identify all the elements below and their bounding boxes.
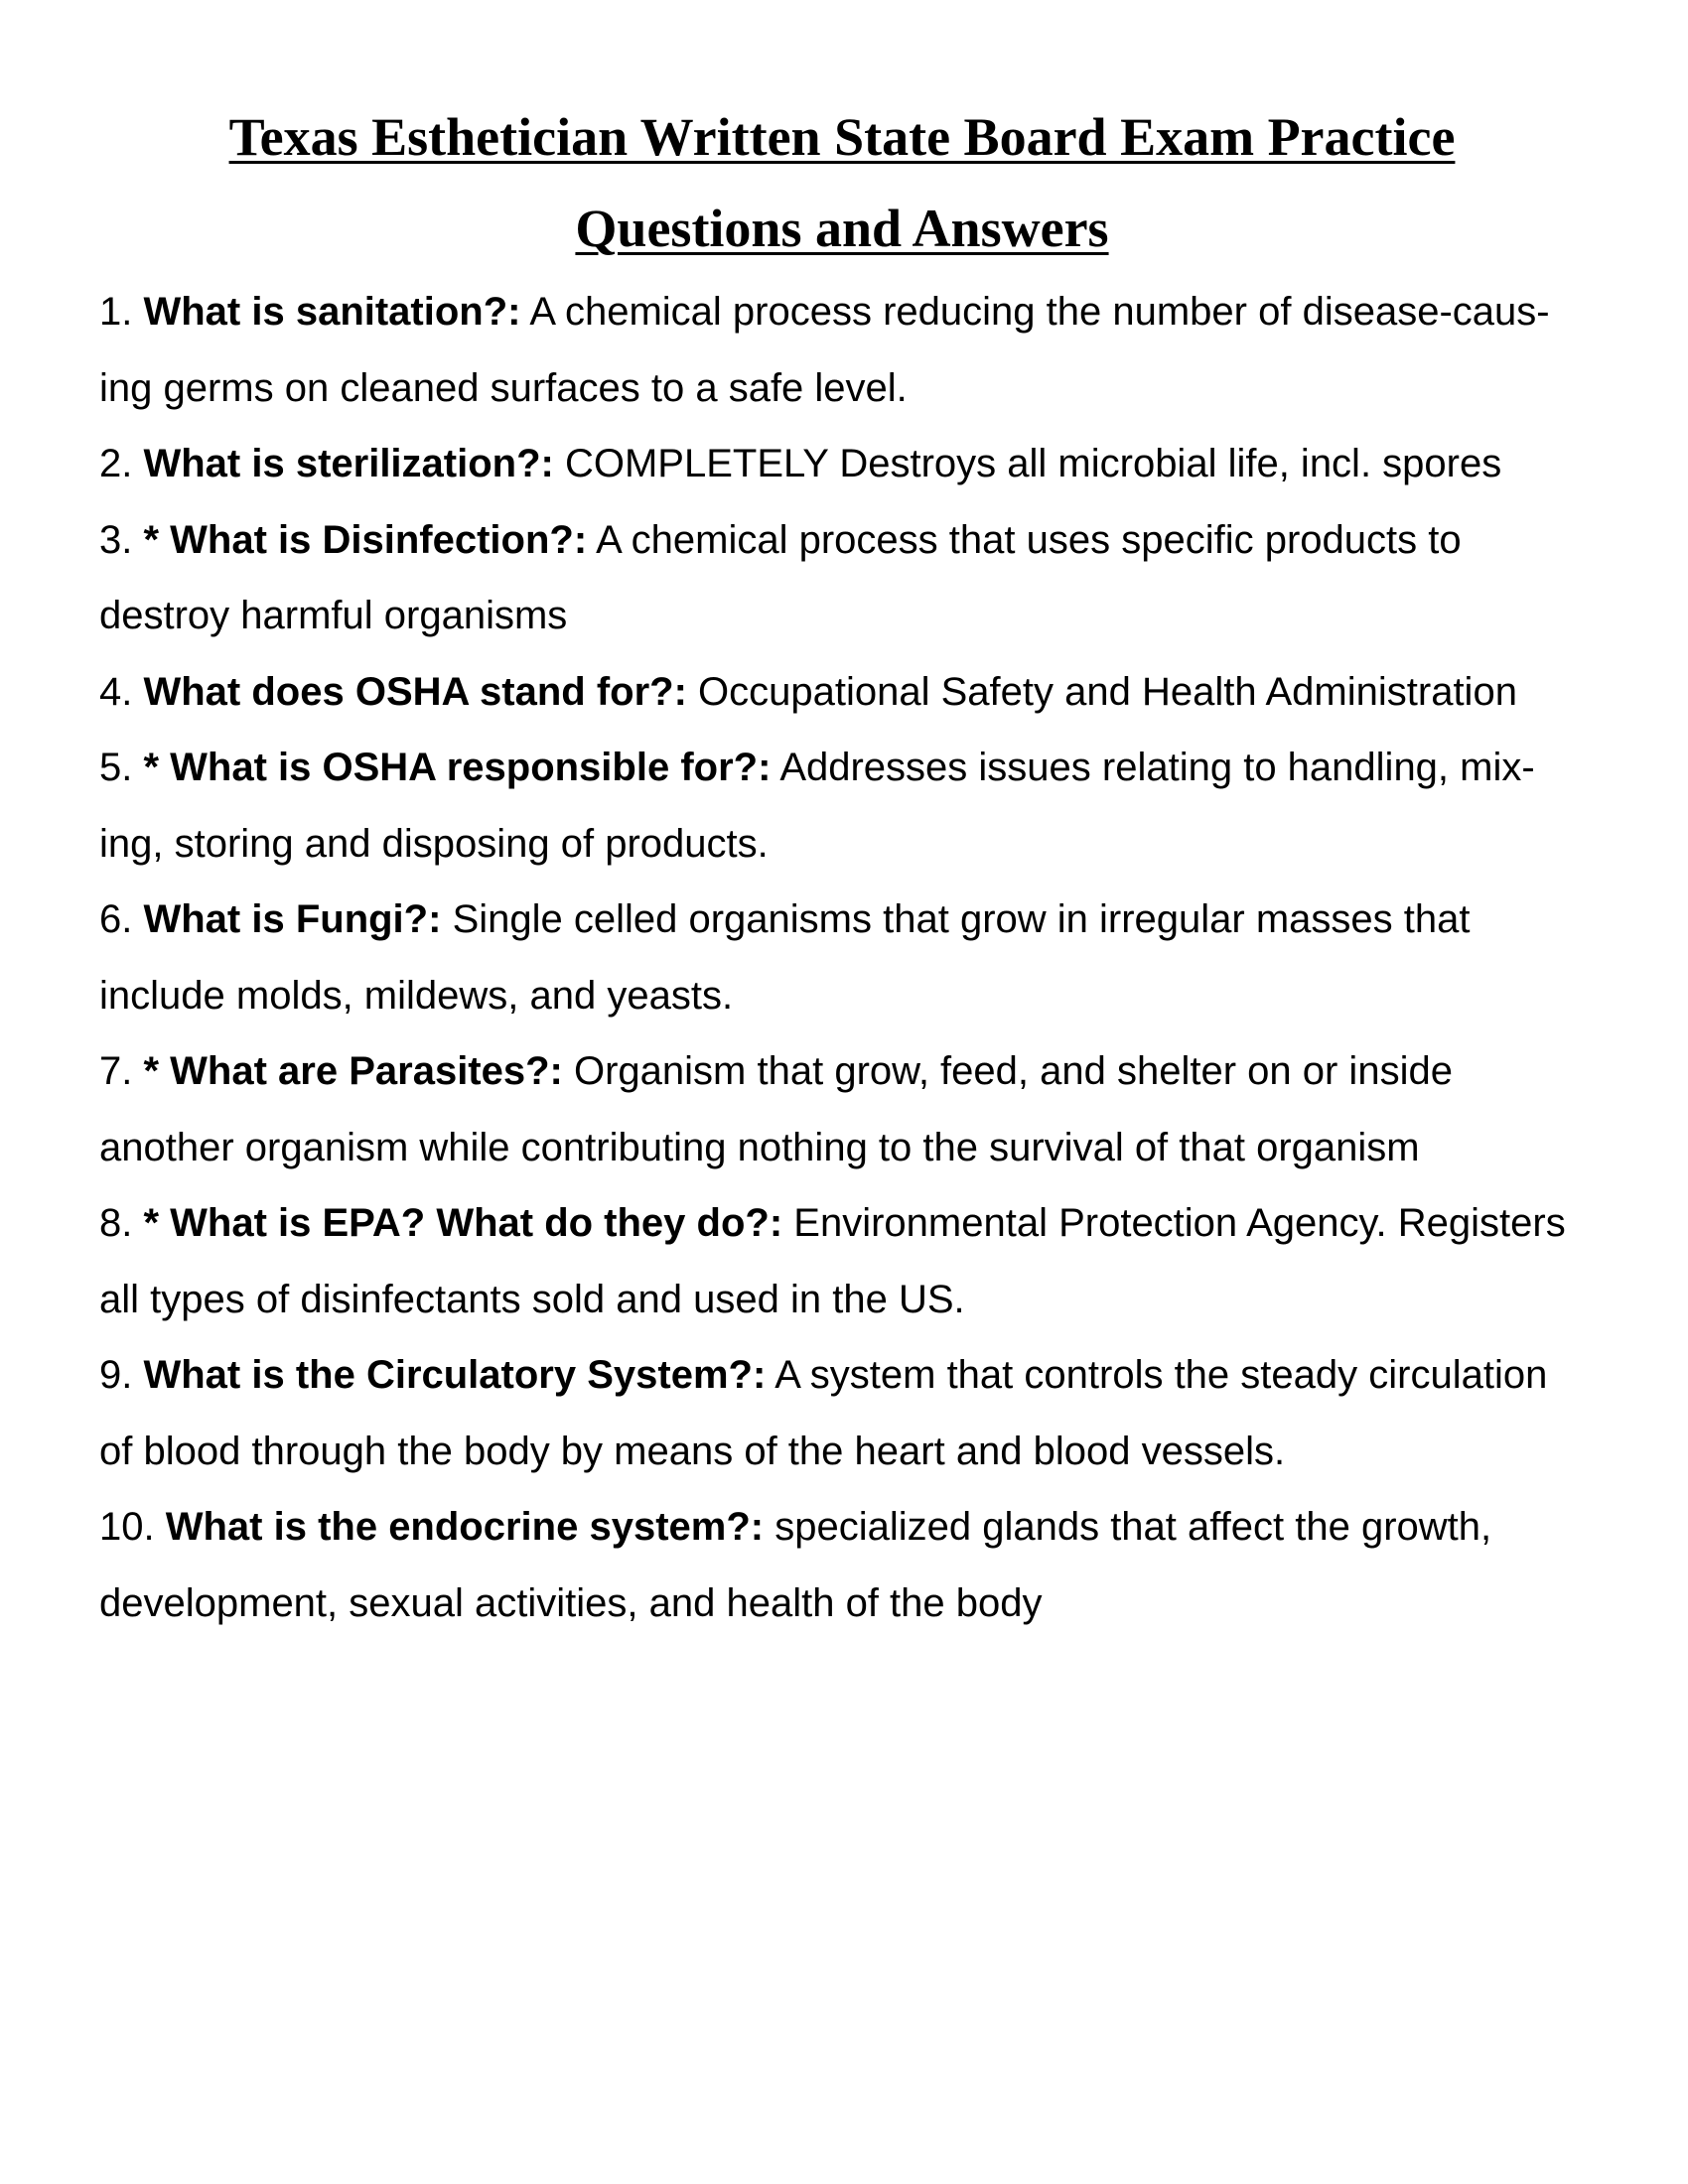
question-text: * What is EPA? What do they do?: [143,1201,783,1245]
qa-item-2 [99,426,1585,502]
qa-item-3 [99,502,1585,654]
title-line-1: Texas Esthetician Written State Board Exam Practice [228,107,1456,167]
qa-item-4 [99,654,1585,731]
question-text: What is sanitation?: [143,290,521,334]
item-number: 1. [99,290,133,334]
question-text: What is sterilization?: [143,442,554,485]
answer-text: COMPLETELY Destroys all microbial life, incl. spores [564,442,1502,485]
qa-item-8 [99,1185,1585,1337]
question-text: * What are Parasites?: [143,1049,563,1093]
title-line-2: Questions and Answers [575,199,1109,258]
answer-text: A chemical process reducing the number of disease-caus- ing germs on cleaned surfaces to a safe level. [99,290,1550,410]
qa-item-7 [99,1033,1585,1185]
item-number: 7. [99,1049,133,1093]
answer-text: specialized glands that affect the growth, development, sexual activities, and health of the body [99,1505,1492,1625]
item-number: 8. [99,1201,133,1245]
item-number: 10. [99,1505,155,1549]
item-number: 9. [99,1353,133,1397]
question-text: What is Fungi?: [143,897,442,941]
question-text: * What is Disinfection?: [143,517,588,562]
item-number: 2. [99,442,133,485]
qa-item-10 [99,1489,1585,1641]
question-text: What is the endocrine system?: [165,1505,765,1549]
answer-text: Environmental Protection Agency. Registers all types of disinfectants sold and used in the US. [99,1201,1566,1321]
question-text: What is the Circulatory System?: [143,1353,767,1397]
answer-text: Occupational Safety and Health Administration [698,669,1517,714]
item-number: 4. [99,669,133,714]
qa-item-9 [99,1337,1585,1489]
qa-item-6 [99,882,1585,1033]
qa-item-5 [99,730,1585,882]
question-text: What does OSHA stand for?: [143,669,687,714]
answer-text: Single celled organisms that grow in irregular masses that include molds, mildews, and yeasts. [99,897,1471,1018]
document-title [99,91,1585,274]
answer-text: Organism that grow, feed, and shelter on or inside another organism while contributing nothing to the survival of that organism [99,1049,1453,1169]
question-text: * What is OSHA responsible for?: [143,746,772,789]
answer-text: Addresses issues relating to handling, mix- ing, storing and disposing of products. [99,746,1535,866]
item-number: 6. [99,897,133,941]
qa-item-1 [99,274,1585,426]
item-number: 5. [99,746,133,789]
qa-list [99,274,1585,1641]
answer-text: A chemical process that uses specific products to destroy harmful organisms [99,517,1462,637]
item-number: 3. [99,517,133,562]
answer-text: A system that controls the steady circulation of blood through the body by means of the heart and blood vessels. [99,1353,1548,1473]
